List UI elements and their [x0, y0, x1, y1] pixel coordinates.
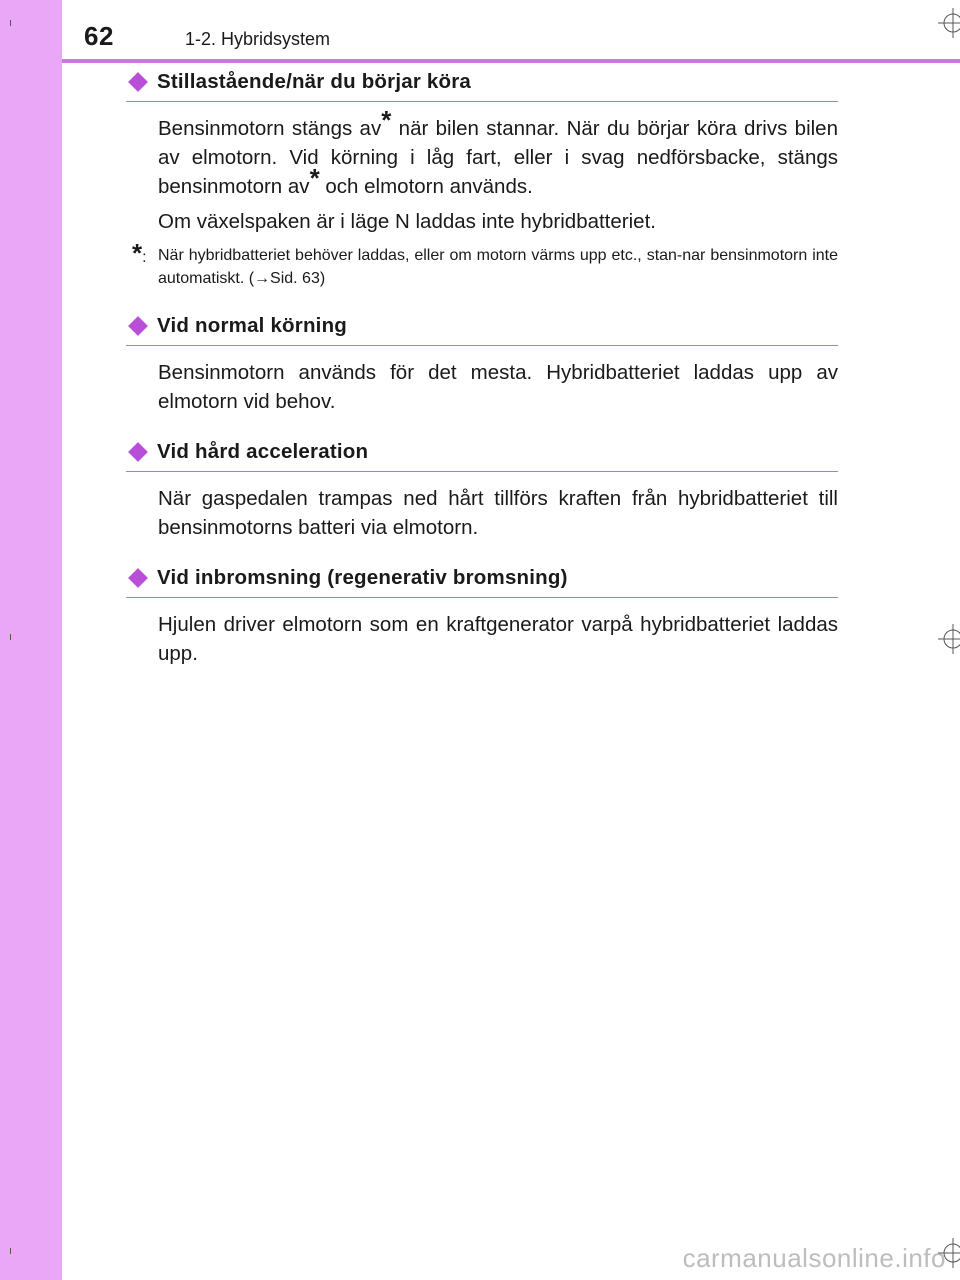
diamond-bullet-icon — [128, 72, 148, 92]
section-heading-hard-acceleration — [126, 438, 838, 472]
heading-text: Vid inbromsning (regenerativ bromsning) — [157, 566, 568, 589]
watermark: carmanualsonline.info — [682, 1243, 946, 1273]
footnote-colon: : — [142, 249, 147, 266]
crop-mark-mid — [10, 634, 11, 640]
paragraph-hard-acceleration: När gaspedalen trampas ned hårt tillförs kraften från hybridbatteriet till bensinmotorns batteri via elmotorn. — [158, 487, 838, 539]
heading-text: Stillastående/när du börjar köra — [157, 70, 471, 93]
diamond-bullet-icon — [128, 442, 148, 462]
footnote-mark — [132, 238, 158, 290]
asterisk-mark: * — [381, 105, 392, 136]
registration-mark-middle-icon — [938, 624, 960, 654]
heading-text: Vid hård acceleration — [157, 440, 369, 463]
paragraph-stillastaende — [158, 105, 838, 201]
crop-mark-bottom — [10, 1248, 11, 1254]
paragraph-text: Bensinmotorn stängs av — [158, 117, 382, 140]
section-heading-normal-korning — [126, 312, 838, 346]
header-rule — [62, 59, 960, 63]
paragraph-vaxelspak: Om växelspaken är i läge N laddas inte hybridbatteriet. — [158, 210, 656, 233]
footnote-asterisk: * — [132, 238, 143, 268]
heading-text: Vid normal körning — [157, 314, 348, 337]
footnote-text: När hybridbatteriet behöver laddas, eller om motorn värms upp etc., stan-nar bensinmotorn inte automatiskt. (→Sid. 63) — [158, 247, 838, 287]
section-heading-inbromsning — [126, 564, 838, 598]
side-color-band — [0, 0, 62, 1280]
crop-mark-top — [10, 20, 11, 26]
diamond-bullet-icon — [128, 568, 148, 588]
diamond-bullet-icon — [128, 316, 148, 336]
paragraph-text: och elmotorn används. — [319, 175, 533, 198]
page-content — [126, 68, 838, 668]
paragraph-text: när bilen stannar. När du börjar köra drivs bilen av elmotorn. Vid körning i låg fart, eller i svag nedförsbacke, stängs bensinmotorn av — [158, 117, 838, 198]
page-number: 62 — [84, 21, 114, 51]
paragraph-normal-korning: Bensinmotorn används för det mesta. Hybridbatteriet laddas upp av elmotorn vid behov. — [158, 361, 838, 413]
registration-mark-top-icon — [938, 8, 960, 38]
footnote — [132, 238, 838, 290]
paragraph-inbromsning: Hjulen driver elmotorn som en kraftgenerator varpå hybridbatteriet laddas upp. — [158, 613, 838, 665]
asterisk-mark: * — [309, 163, 320, 194]
section-heading-stillastaende — [126, 68, 838, 102]
chapter-title: 1-2. Hybridsystem — [185, 29, 331, 49]
